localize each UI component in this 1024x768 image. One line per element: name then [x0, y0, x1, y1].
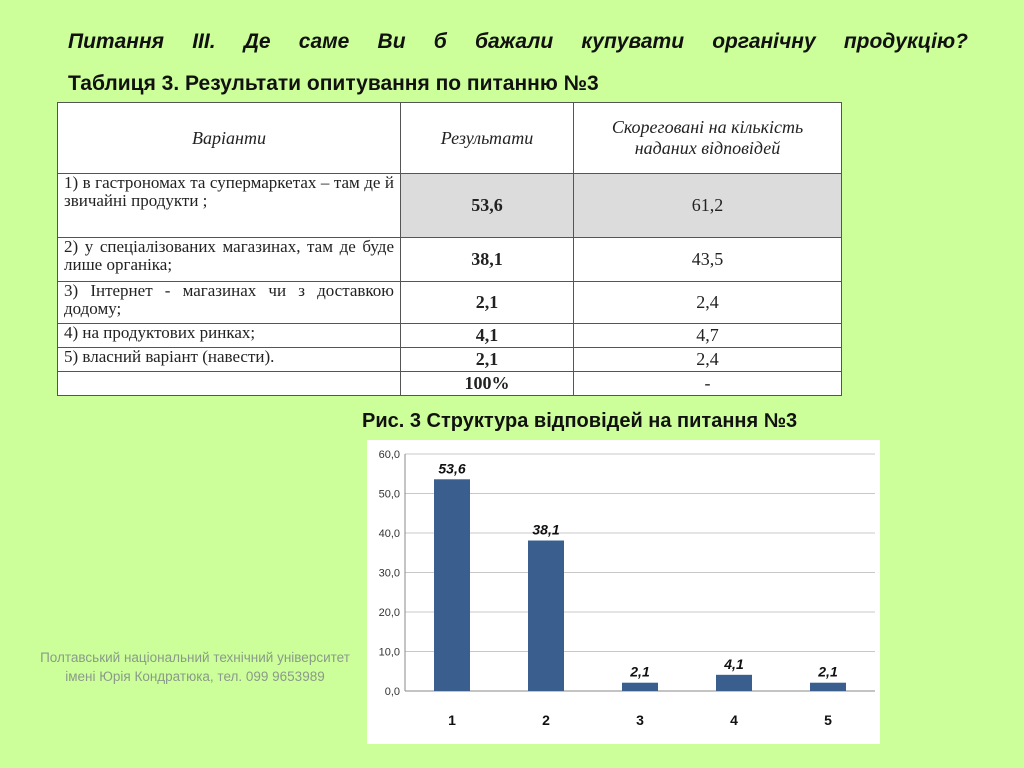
header-options: Варіанти — [58, 103, 401, 174]
bar — [622, 683, 658, 691]
table-title: Таблиця 3. Результати опитування по питанню №3 — [68, 72, 599, 95]
row-option: 4) на продуктових ринках; — [58, 324, 401, 348]
row-corrected: 2,4 — [574, 282, 842, 324]
header-corrected: Скореговані на кількість наданих відповідей — [574, 103, 842, 174]
row-result: 2,1 — [401, 282, 574, 324]
row-corrected: 4,7 — [574, 324, 842, 348]
total-result: 100% — [401, 372, 574, 396]
x-tick-label: 5 — [824, 712, 832, 728]
y-tick-label: 60,0 — [378, 449, 400, 461]
survey-table — [57, 102, 842, 396]
data-label: 2,1 — [818, 663, 838, 680]
y-tick-label: 40,0 — [378, 528, 400, 540]
data-label: 53,6 — [438, 460, 466, 477]
x-tick-label: 3 — [636, 712, 644, 728]
table-row — [58, 282, 842, 324]
y-tick-label: 30,0 — [378, 567, 400, 580]
y-tick-label: 50,0 — [378, 488, 400, 501]
row-corrected: 43,5 — [574, 238, 842, 282]
row-option — [58, 372, 401, 396]
data-label: 2,1 — [630, 663, 650, 680]
table-row — [58, 324, 842, 348]
question-text: Питання ІІІ. Де саме Ви б бажали купувати органічну продукцію? — [68, 30, 968, 53]
data-label: 38,1 — [532, 521, 560, 538]
row-corrected: 61,2 — [574, 174, 842, 238]
row-option: 5) власний варіант (навести). — [58, 348, 401, 372]
table-header-row — [58, 103, 842, 174]
bar-chart — [367, 440, 880, 744]
x-tick-label: 4 — [730, 712, 738, 728]
x-tick-label: 2 — [542, 712, 550, 728]
row-option: 2) у спеціалізованих магазинах, там де буде лише органіка; — [58, 238, 401, 282]
row-corrected: 2,4 — [574, 348, 842, 372]
row-result: 53,6 — [401, 174, 574, 238]
figure-caption: Рис. 3 Структура відповідей на питання №3 — [362, 410, 798, 432]
bar — [434, 479, 470, 691]
y-tick-label: 10,0 — [378, 646, 400, 659]
y-tick-label: 0,0 — [384, 686, 400, 698]
row-option: 1) в гастрономах та супермаркетах – там де й звичайні продукти ; — [58, 174, 401, 238]
table-row — [58, 348, 842, 372]
row-result: 38,1 — [401, 238, 574, 282]
table-total-row — [58, 372, 842, 396]
x-tick-label: 1 — [448, 712, 456, 728]
bar-chart-svg — [367, 440, 880, 744]
header-results: Результати — [401, 103, 574, 174]
row-option: 3) Інтернет - магазинах чи з доставкою додому; — [58, 282, 401, 324]
total-corrected: - — [574, 372, 842, 396]
row-result: 4,1 — [401, 324, 574, 348]
data-label: 4,1 — [724, 655, 744, 672]
row-result: 2,1 — [401, 348, 574, 372]
bar — [716, 675, 752, 691]
table-row — [58, 174, 842, 238]
y-tick-label: 20,0 — [378, 607, 400, 619]
footer-text: Полтавський національний технічний університет імені Юрія Кондратюка, тел. 099 9653989 — [40, 650, 350, 684]
table-row — [58, 238, 842, 282]
bar — [810, 683, 846, 691]
bar — [528, 541, 564, 691]
